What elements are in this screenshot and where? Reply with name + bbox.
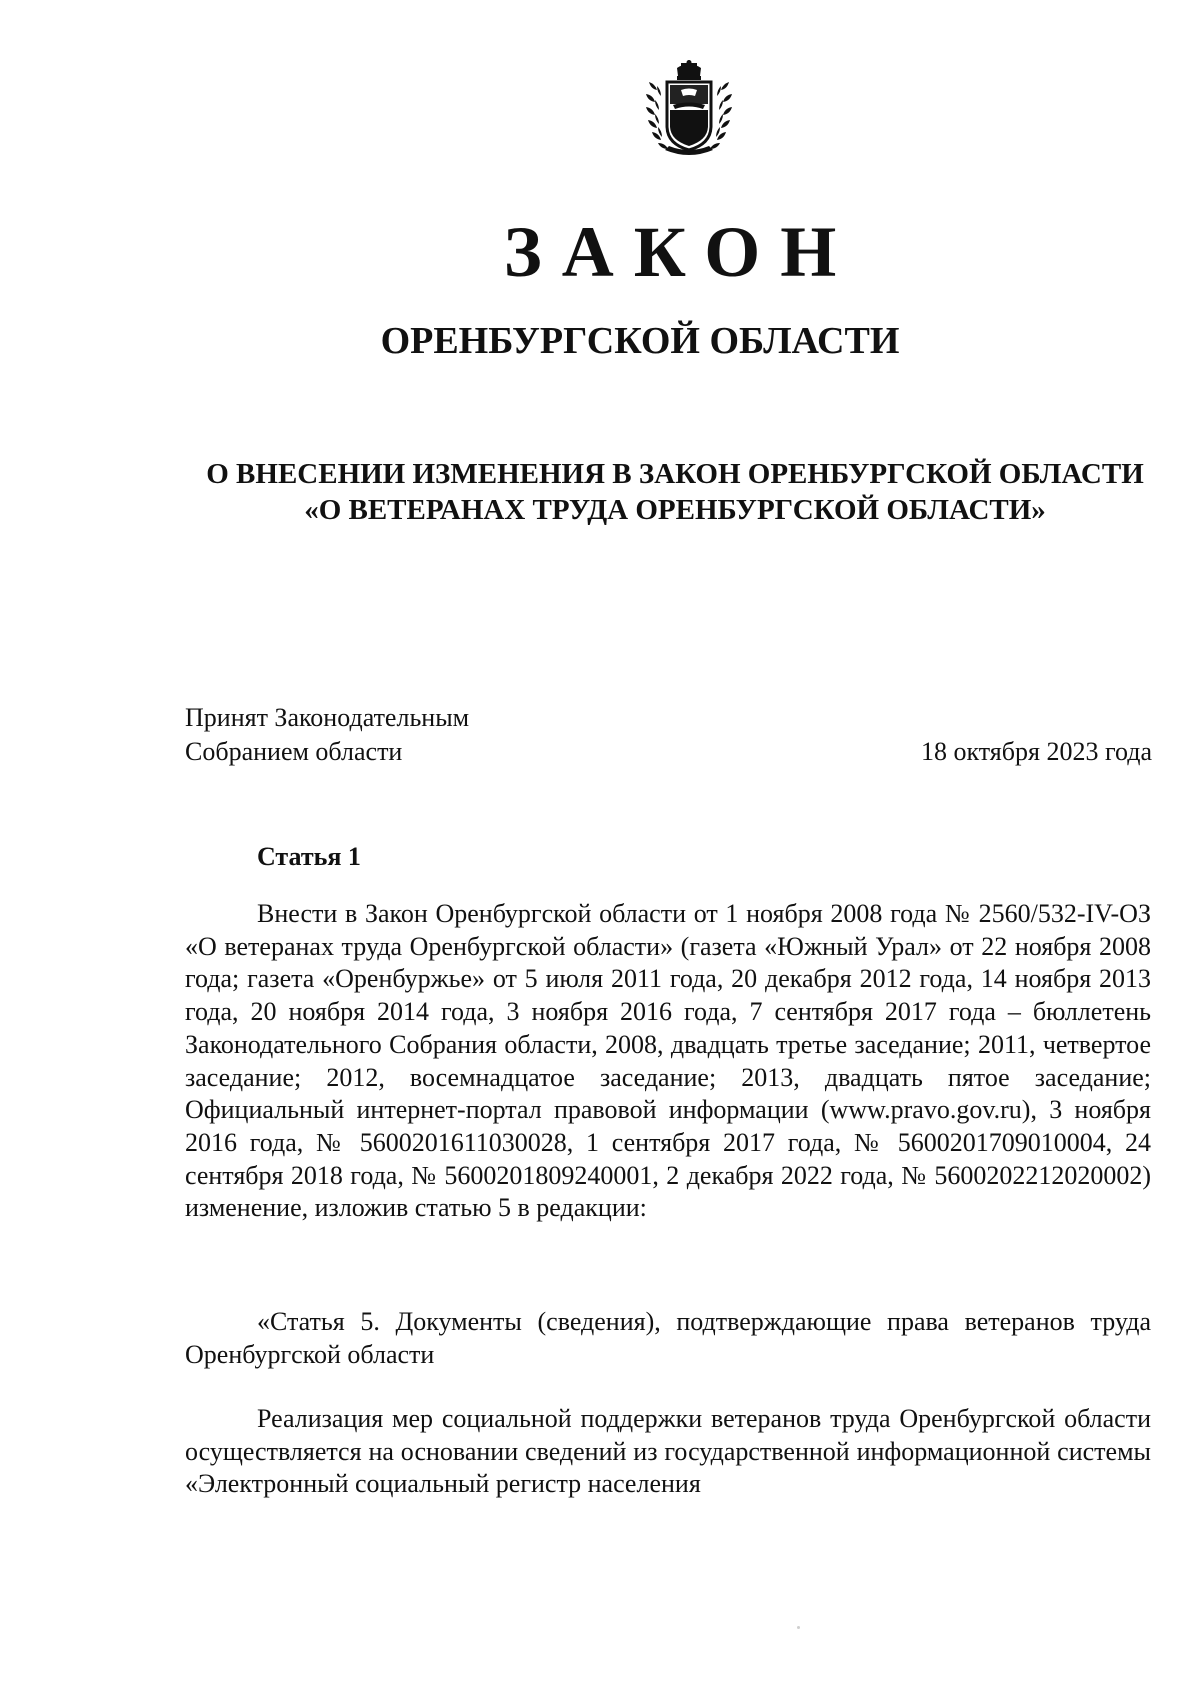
adoption-authority <box>185 701 469 769</box>
coat-of-arms-icon <box>643 60 735 160</box>
article-heading: Статья 1 <box>257 842 361 871</box>
article-paragraph-2: «Статья 5. Документы (сведения), подтверждающие права ветеранов труда Оренбургской области <box>185 1307 1151 1369</box>
region-title: ОРЕНБУРГСКОЙ ОБЛАСТИ <box>380 320 900 362</box>
scan-speck <box>797 1626 800 1629</box>
article-paragraph-1: Внести в Закон Оренбургской области от 1 ноября 2008 года № 2560/532-IV-ОЗ «О ветеранах труда Оренбургской области» (газета «Южный Урал» от 22 ноября 2008 года; газета «Оренбуржье» от 5 июля 2011 года, 20 декабря 2012 года, 14 ноября 2013 года, 20 ноября 2014 года, 3 ноября 2016 года, 7 сентября 2017 года – бюллетень Законодательного Собрания области, 2008, двадцать третье заседание; 2011, четвертое заседание; 2012, восемнадцатое заседание; 2013, двадцать пятое заседание; Официальный интернет-портал правовой информации (www.pravo.gov.ru), 3 ноября 2016 года, № 5600201611030028, 1 сентября 2017 года, № 5600201709010004, 24 сентября 2018 года, № 5600201809240001, 2 декабря 2022 года, № 5600202212020002) изменение, изложив статью 5 в редакции: <box>185 899 1151 1223</box>
law-subject <box>190 456 1160 528</box>
adoption-authority-line-1: Принят Законодательным <box>185 703 470 732</box>
adoption-authority-line-2: Собранием области <box>185 737 403 766</box>
article-paragraph-3: Реализация мер социальной поддержки ветеранов труда Оренбургской области осуществляется на основании сведений из государственной информационной системы «Электронный социальный регистр населения <box>185 1404 1151 1499</box>
law-subject-line-2: «О ВЕТЕРАНАХ ТРУДА ОРЕНБУРГСКОЙ ОБЛАСТИ» <box>304 494 1046 526</box>
law-subject-line-1: О ВНЕСЕНИИ ИЗМЕНЕНИЯ В ЗАКОН ОРЕНБУРГСКОЙ ОБЛАСТИ <box>206 458 1144 490</box>
law-title: ЗАКОН <box>503 212 857 292</box>
adoption-date: 18 октября 2023 года <box>921 737 1152 766</box>
